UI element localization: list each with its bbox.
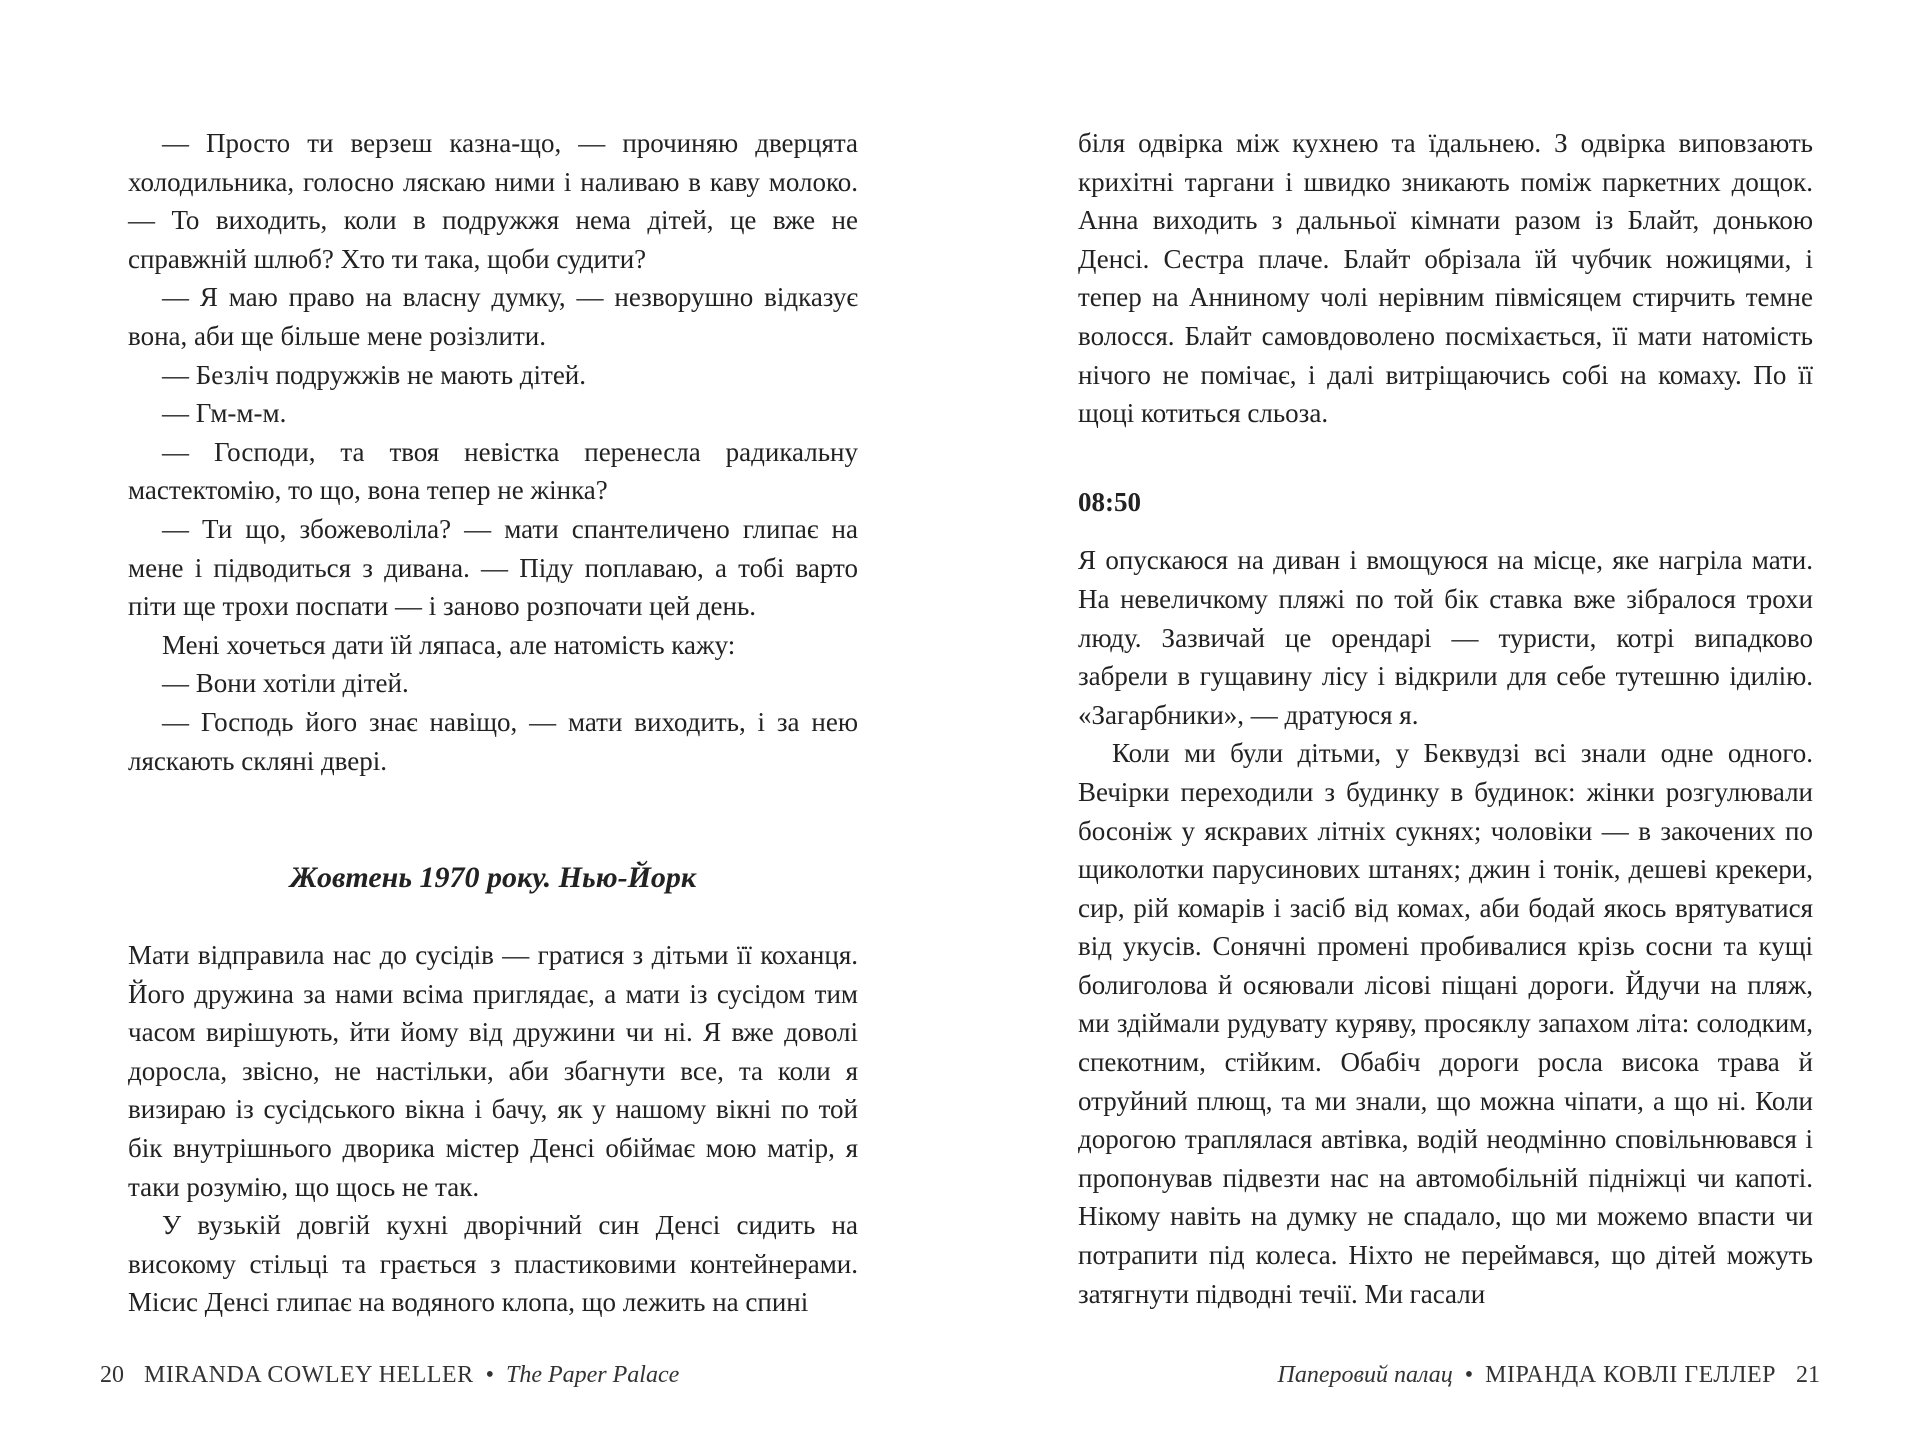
paragraph: — Гм-м-м. (162, 398, 287, 429)
paragraph: — Безліч подружжів не мають дітей. (162, 359, 587, 390)
paragraph: — Господь його знає навіщо, — мати виходить, і за нею ляскають скляні двері. (128, 706, 858, 776)
paragraph: — Господи, та твоя невістка перенесла радикальну мастектомію, то що, вона тепер не жінка? (128, 436, 858, 506)
page-number: 20 (100, 1362, 124, 1388)
right-page-footer (1278, 1362, 1834, 1389)
right-page-body (1078, 124, 1813, 1313)
right-page (960, 0, 1920, 1438)
paragraph: — Ти що, збожеволіла? — мати спантеличено глипає на мене і підводиться з дивана. — Піду поплаваю, а тобі варто піти ще трохи поспати — і заново розпочати цей день. (128, 513, 858, 622)
paragraph: — Вони хотіли дітей. (162, 668, 409, 699)
paragraph: біля одвірка між кухнею та їдальнею. З одвірка виповзають крихітні таргани і швидко зникають поміж паркетних дощок. Анна виходить з дальньої кімнати разом із Блайт, донькою Денсі. Сестра плаче. Блайт обрізала їй чубчик ножицями, і тепер на Анниному чолі нерівним півмісяцем стирчить темне волосся. Блайт самовдоволено посміхається, її мати натомість нічого не помічає, і далі витріщаючись собі на комаху. По її щоці котиться сльоза. (1078, 128, 1813, 429)
paragraph: — Просто ти верзеш казна-що, — прочиняю дверцята холодильника, голосно ляскаю ними і наливаю в каву молоко. — То виходить, коли в подружжя нема дітей, це вже не справжній шлюб? Хто ти така, щоби судити? (128, 128, 858, 274)
paragraph: Мати відправила нас до сусідів — гратися з дітьми її коханця. Його дружина за нами всіма приглядає, а мати із сусідом тим часом вирішують, йти йому від дружини чи ні. Я вже доволі доросла, звісно, не настільки, аби збагнути все, та коли я визираю із сусідського вікна і бачу, як у нашому вікні по той бік внутрішнього дворика містер Денсі обіймає мою матір, я таки розумію, що щось не так. (128, 940, 858, 1202)
left-page-footer (86, 1362, 679, 1389)
running-title: The Paper Palace (505, 1362, 680, 1388)
paragraph: — Я маю право на власну думку, — незворушно відказує вона, аби ще більше мене розізлити. (128, 282, 858, 351)
paragraph: Коли ми були дітьми, у Беквудзі всі знали одне одного. Вечірки переходили з будинку в будинок: жінки розгулювали босоніж у яскравих літніх сукнях; чоловіки — в закочених по щиколотки парусинових штанях; джин і тонік, дешеві крекери, сир, рій комарів і засіб від комах, аби бодай якось врятуватися від укусів. Сонячні промені пробивалися крізь сосни та кущі болиголова й осяювали лісові піщані дороги. Йдучи на пляж, ми здіймали рудувату куряву, просяклу запахом літа: солодким, спекотним, стійким. Обабіч дороги росла висока трава й отруйний плющ, та ми знали, що можна чіпати, а що ні. Коли дорогою траплялася автівка, водій неодмінно сповільнювався і пропонував підвезти нас на автомобільній підніжці чи капоті. Нікому навіть на думку не спадало, що ми можемо впасти чи потрапити під колеса. Ніхто не переймався, що дітей можуть затягнути підводні течії. Ми гасали (1078, 738, 1813, 1309)
paragraph: У вузькій довгій кухні дворічний син Денсі сидить на високому стільці та грається з пластиковими контейнерами. Місис Денсі глипає на водяного клопа, що лежить на спині (128, 1210, 858, 1318)
left-page-body (128, 124, 858, 1322)
running-author: МІРАНДА КОВЛІ ГЕЛЛЕР (1485, 1362, 1776, 1388)
chapter-heading: Жовтень 1970 року. Нью-Йорк (289, 861, 697, 895)
paragraph: Я опускаюся на диван і вмощуюся на місце, яке нагріла мати. На невеличкому пляжі по той бік ставка вже зібралося трохи люду. Зазвичай це орендарі — туристи, котрі випадково забрели в гущавину лісу і відкрили для себе тутешню ідилію. «Загарбники», — дратуюся я. (1078, 545, 1813, 730)
footer-bullet: • (1464, 1362, 1474, 1388)
running-title: Паперовий палац (1277, 1362, 1453, 1388)
running-author: MIRANDA COWLEY HELLER (144, 1362, 474, 1388)
footer-bullet: • (485, 1362, 494, 1388)
time-heading: 08:50 (1078, 486, 1141, 517)
page-number: 21 (1796, 1362, 1820, 1388)
paragraph: Мені хочеться дати їй ляпаса, але натомість кажу: (162, 629, 736, 660)
